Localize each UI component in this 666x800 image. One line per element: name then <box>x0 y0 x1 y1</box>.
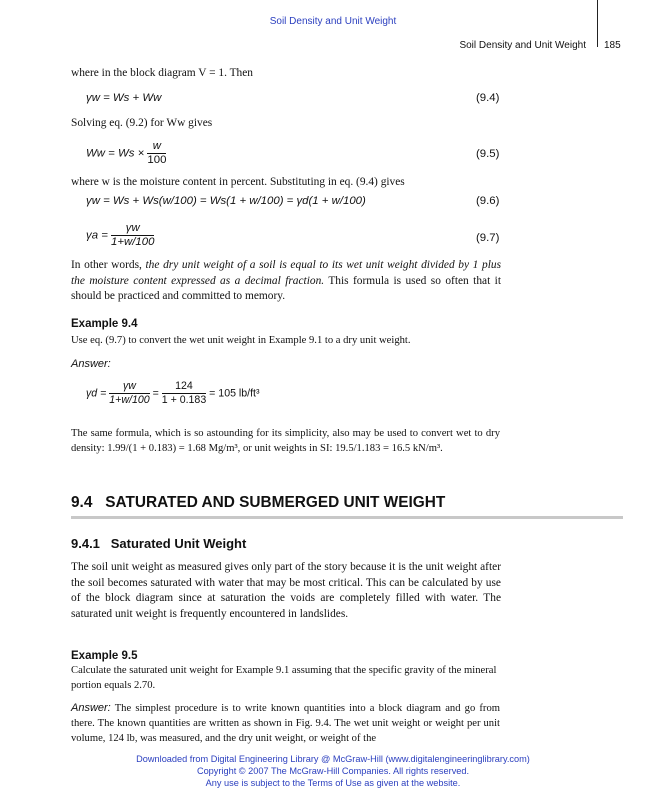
section-rule <box>71 516 623 519</box>
top-chapter-link[interactable]: Soil Density and Unit Weight <box>269 16 397 27</box>
footer-copyright: Copyright © 2007 The McGraw-Hill Companies. All rights reserved. <box>196 766 470 776</box>
equation-9-7-lhs: γa = <box>86 229 108 242</box>
equation-9-4: γw = Ws + Ww <box>86 92 162 104</box>
equation-9-4-number: (9.4) <box>476 92 500 104</box>
example-9-4-answer-label: Answer: <box>71 358 111 370</box>
equation-9-6: γw = Ws + Ws(w/100) = Ws(1 + w/100) = γd(1 + w/100) <box>86 195 366 207</box>
example-9-5-answer-label: Answer: <box>71 702 111 714</box>
fraction-numerator: w <box>147 140 166 154</box>
paragraph-saturated: The soil unit weight as measured gives only part of the story because it is the unit weight after the soil becomes saturated with water that may be most critical. This can be calculated by use of the block diagram since at saturation the voids are completely filled with water. The saturated unit weight is frequently encountered in landslides. <box>71 561 501 620</box>
fraction-numerator: γw <box>109 380 149 394</box>
fraction-numerator: γw <box>111 222 154 236</box>
example-9-5-answer <box>71 701 500 746</box>
example-9-4-heading: Example 9.4 <box>71 318 138 330</box>
equation-9-6-number: (9.6) <box>476 195 500 207</box>
p4-end: This formula is used so often that it should be practiced and committed to memory. <box>71 274 501 303</box>
equation-9-7 <box>86 222 154 249</box>
footer-download-link[interactable]: Downloaded from Digital Engineering Library @ McGraw-Hill (www.digitalengineeringlibrary.com) <box>136 754 530 764</box>
example-9-5-heading: Example 9.5 <box>71 650 138 662</box>
paragraph-where-w: where w is the moisture content in percent. Substituting in eq. (9.4) gives <box>71 176 405 188</box>
equation-9-5-fraction <box>147 140 166 167</box>
equation-9-7-fraction <box>111 222 154 249</box>
eq-lhs: γd = <box>86 387 107 400</box>
equation-9-5-lhs: Ww = Ws × <box>86 147 145 160</box>
running-title: Soil Density and Unit Weight <box>459 40 586 51</box>
eq-fraction-1 <box>109 380 149 407</box>
paragraph-intro: where in the block diagram V = 1. Then <box>71 67 253 79</box>
fraction-denominator: 1+w/100 <box>111 236 155 248</box>
eq-fraction-2 <box>162 380 206 407</box>
page-number: 185 <box>604 40 621 51</box>
fraction-denominator: 100 <box>147 154 167 166</box>
example-9-4-equation <box>86 380 260 407</box>
equation-9-7-number: (9.7) <box>476 232 500 244</box>
fraction-numerator: 124 <box>162 380 206 394</box>
eq-mid: = <box>152 387 159 400</box>
p4-italic: the dry unit weight of a soil is equal to its wet unit weight divided by 1 plus the moisture content expressed as a decimal fraction. <box>71 259 501 287</box>
footer-terms[interactable]: Any use is subject to the Terms of Use as given at the website. <box>205 778 461 788</box>
header-vertical-rule <box>597 0 598 47</box>
equation-9-5-number: (9.5) <box>476 148 500 160</box>
p4-start: In other words, <box>71 259 146 271</box>
fraction-denominator: 1+w/100 <box>109 394 150 406</box>
eq-rhs: = 105 lb/ft³ <box>209 387 260 400</box>
example-9-5-answer-text: The simplest procedure is to write known quantities into a block diagram and go from there. The known quantities are written as shown in Fig. 9.4. The wet unit weight or weight per unit volume, 124 lb, was measured, and the dry unit weight, or weight of the <box>71 703 500 744</box>
example-9-5-text: Calculate the saturated unit weight for Example 9.1 assuming that the specific gravity of the mineral portion equals 2.70. <box>71 665 497 691</box>
subsection-heading: 9.4.1 Saturated Unit Weight <box>71 536 247 551</box>
example-9-4-text: Use eq. (9.7) to convert the wet unit weight in Example 9.1 to a dry unit weight. <box>71 335 411 346</box>
section-heading: 9.4 SATURATED AND SUBMERGED UNIT WEIGHT <box>71 494 446 511</box>
paragraph-in-other-words <box>71 258 501 305</box>
paragraph-same-formula: The same formula, which is so astounding for its simplicity, also may be used to convert wet to dry density: 1.99/(1 + 0.183) = 1.68 Mg/m³, or unit weights in SI: 19.5/1.183 = 16.5 kN/m³. <box>71 428 500 455</box>
fraction-denominator: 1 + 0.183 <box>161 394 207 406</box>
equation-9-5 <box>86 140 166 167</box>
paragraph-solving: Solving eq. (9.2) for Ww gives <box>71 117 213 129</box>
